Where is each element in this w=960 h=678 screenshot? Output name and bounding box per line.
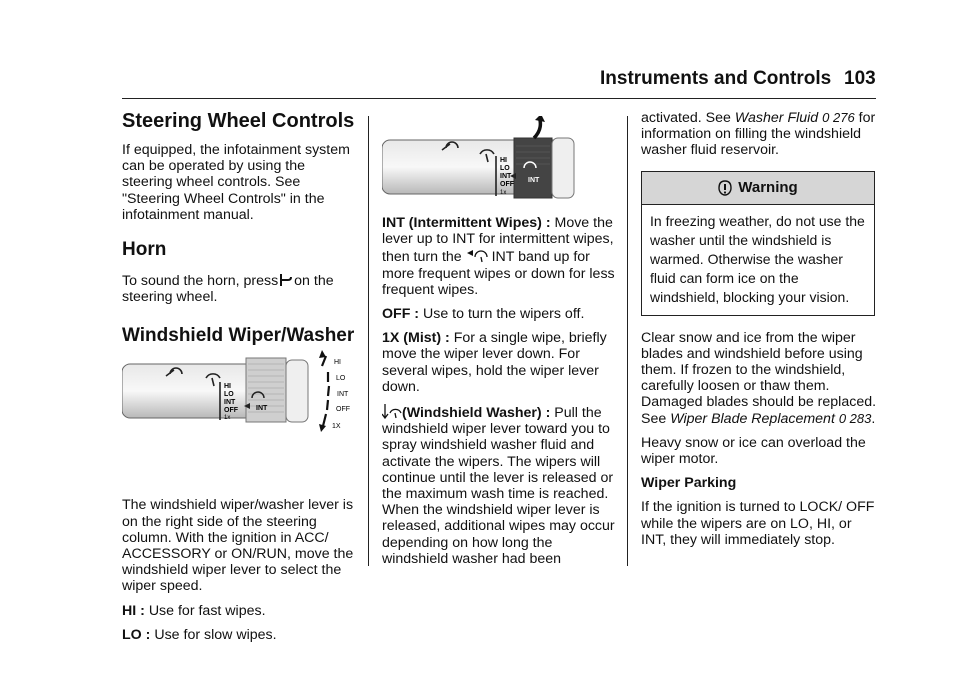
warning-header: Warning	[642, 172, 874, 205]
position-label-off: OFF	[336, 406, 350, 413]
wiper-text: The windshield wiper/washer lever is on the right side of the steering column. With the ignition in ACC/ ACCESSORY or ON/RUN, move the windshield wiper lever to select the wiper speed.	[122, 497, 354, 595]
horn-icon	[280, 273, 292, 287]
heavy-snow-text: Heavy snow or ice can overload the wiper motor.	[641, 434, 866, 468]
wiper-lever-figure	[122, 348, 354, 432]
warning-body: In freezing weather, do not use the washer until the windshield is warmed. Otherwise the washer fluid can form ice on the windshield, blocking your vision.	[650, 212, 865, 305]
heading-windshield-wiper-washer: Windshield Wiper/Washer	[122, 325, 355, 347]
header-rule	[122, 98, 876, 99]
fig-label-int-band: INT	[256, 405, 268, 412]
fig2-label-off: OFF	[500, 181, 514, 188]
position-label-int: INT	[337, 391, 349, 398]
position-label-hi: HI	[334, 359, 341, 366]
fig-label-mist-small: 1x	[224, 415, 231, 421]
steering-text: If equipped, the infotainment system can be operated by using the steering wheel controls. See "Steering Wheel Controls" in the infotainment manual.	[122, 142, 350, 223]
position-label-1x: 1X	[332, 423, 341, 430]
off-description: OFF : Use to turn the wipers off.	[382, 306, 585, 323]
heading-horn: Horn	[122, 239, 167, 261]
warning-box	[641, 171, 875, 316]
column-divider-2	[627, 116, 628, 566]
horn-text: To sound the horn, press on the steering wheel.	[122, 273, 334, 306]
wiper-parking-text: If the ignition is turned to LOCK/ OFF while the wipers are on LO, HI, or INT, they will immediately stop.	[641, 499, 875, 548]
warning-icon	[718, 180, 732, 196]
heading-steering-wheel-controls: Steering Wheel Controls	[122, 110, 355, 132]
int-band-figure	[382, 116, 594, 202]
int-description: INT (Intermittent Wipes) : Move the lever up to INT for intermittent wipes, then turn the INT band up for more frequent wipes or down for less frequent wipes.	[382, 215, 615, 298]
washer-icon	[382, 403, 402, 419]
washer-fluid-page-ref[interactable]: 0 276	[822, 110, 855, 125]
page-header-title: Instruments and Controls	[600, 68, 832, 89]
position-label-lo: LO	[336, 375, 346, 382]
fig2-label-mist: 1x	[500, 190, 507, 196]
fig-label-hi: HI	[224, 383, 231, 390]
wiper-blade-link[interactable]: Wiper Blade Replacement	[670, 410, 835, 427]
fig2-label-hi: HI	[500, 157, 507, 164]
column-2	[382, 215, 616, 575]
washer-continued-text: activated. See Washer Fluid 0 276 for information on filling the windshield washer fluid reservoir.	[641, 110, 876, 159]
hi-description: HI : Use for fast wipes.	[122, 602, 266, 619]
fig2-label-lo: LO	[500, 165, 510, 172]
washer-description: (Windshield Washer) : Pull the windshield wiper lever toward you to spray windshield washer fluid and activate the wipers. The wipers will continue until the lever is released or the maximum wash time is reached. When the windshield wiper lever is released, additional wipes may occur depending on how long the windshield washer had been	[382, 405, 615, 567]
snow-ice-text: Clear snow and ice from the wiper blades and windshield before using them. If frozen to the windshield, carefully loosen or thaw them. Damaged blades should be replaced. See Wiper Blade Replacement 0 283.	[641, 329, 877, 427]
fig2-label-int: INT	[500, 173, 512, 180]
wiper-parking-heading: Wiper Parking	[641, 475, 737, 492]
int-band-icon	[466, 247, 488, 263]
lo-description: LO : Use for slow wipes.	[122, 626, 277, 643]
column-divider-1	[368, 116, 369, 566]
fig2-label-int-band: INT	[528, 177, 540, 184]
column-3	[641, 110, 877, 556]
fig-label-off: OFF	[224, 407, 238, 414]
washer-fluid-link[interactable]: Washer Fluid	[734, 110, 819, 126]
fig-label-lo: LO	[224, 391, 234, 398]
rotate-up-arrow-icon	[534, 120, 540, 138]
mist-description: 1X (Mist) : For a single wipe, briefly move the wiper lever down. For several wipes, hold the wiper lever down.	[382, 330, 607, 395]
wiper-blade-page-ref[interactable]: 0 283	[838, 410, 872, 426]
page-number: 103	[844, 68, 876, 89]
fig-label-int: INT	[224, 399, 236, 406]
